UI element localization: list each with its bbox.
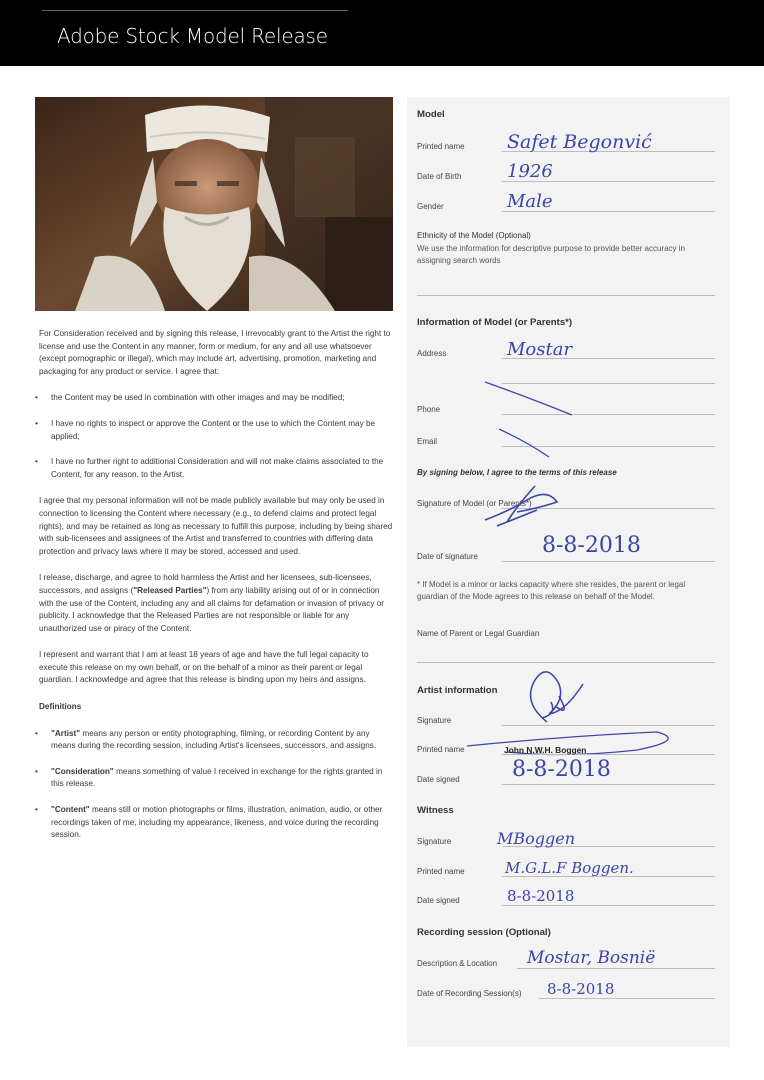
- release-terms: [35, 328, 395, 856]
- session-date-field[interactable]: [539, 998, 715, 999]
- info-section-title: Information of Model (or Parents*): [417, 317, 573, 328]
- released-parties-term: "Released Parties": [133, 585, 207, 595]
- phone-label: Phone: [417, 405, 441, 414]
- session-date-label: Date of Recording Session(s): [417, 989, 522, 998]
- represent-paragraph: I represent and warrant that I am at least 18 years of age and have the full legal capacity to execute this release on my own behalf, or on the behalf of a minor as their parent or legal guardian. I acknowledge and agree that this release is binding upon my heirs and assigns.: [39, 650, 369, 685]
- witness-date-handwriting: 8-8-2018: [507, 887, 575, 905]
- gender-handwriting: Male: [507, 191, 553, 212]
- ethnicity-label: Ethnicity of the Model (Optional): [417, 231, 531, 240]
- witness-section-title: Witness: [417, 805, 454, 816]
- guardian-label: Name of Parent or Legal Guardian: [417, 629, 540, 638]
- address-handwriting: Mostar: [507, 339, 573, 360]
- list-item: • "Artist" means any person or entity photographing, filming, or recording Content by any means during the recording session, including Artist's licensees, successors, and assigns.: [35, 728, 377, 751]
- model-signature-label: Signature of Model (or Parents*): [417, 499, 532, 508]
- email-label: Email: [417, 437, 438, 446]
- dob-label: Date of Birth: [417, 172, 462, 181]
- printed-name-label: Printed name: [417, 142, 465, 151]
- witness-date-label: Date signed: [417, 896, 460, 905]
- artist-date-field[interactable]: [502, 784, 715, 785]
- artist-signature-label: Signature: [417, 716, 452, 725]
- definition-term: "Consideration": [51, 766, 114, 776]
- artist-name-label: Printed name: [417, 745, 465, 754]
- strike-through-marks: [407, 97, 730, 517]
- list-item: • "Consideration" means something of value I received in exchange for the rights granted in this release.: [35, 766, 383, 789]
- artist-name-value: John N.W.H. Boggen: [504, 745, 587, 755]
- bullet-text: I have no further right to additional Consideration and will not make claims associated to the Content, for any reason, to the Artist.: [51, 457, 384, 479]
- privacy-paragraph: I agree that my personal information will not be made publicly available but may only be used in connection to licensing the Content where necessary (e.g., to defend claims and protect legal rights), and may be retained as long as necessary to fulfill this purpose, including by being shared with sub-licensees and assignees of the Artist and transferred to countries with differing data protection and privacy laws where it may be stored, accessed and used.: [39, 496, 393, 556]
- release-text: I release, discharge, and agree to hold harmless the Artist and her licensees, sub-licensees, successors, and assigns (: [39, 573, 372, 595]
- witness-date-field[interactable]: [502, 905, 715, 906]
- page-header: [0, 0, 764, 66]
- model-section-title: Model: [417, 109, 445, 120]
- page-title: Adobe Stock Model Release: [57, 24, 328, 48]
- agreement-list: [35, 392, 395, 481]
- agree-text: By signing below, I agree to the terms of this release: [417, 468, 617, 477]
- release-form: [407, 97, 730, 1047]
- gender-label: Gender: [417, 202, 444, 211]
- witness-name-handwriting: M.G.L.F Boggen.: [505, 859, 634, 877]
- definitions-heading: Definitions: [39, 702, 82, 712]
- list-item: • I have no further right to additional Consideration and will not make claims associated to the Content, for any reason, to the Artist.: [35, 457, 384, 479]
- list-item: • I have no rights to inspect or approve the Content or the use to which the Content may be applied;: [35, 418, 376, 441]
- definition-term: "Content": [51, 805, 90, 815]
- ethnicity-note: We use the information for descriptive purpose to provide better accuracy in assigning search words: [417, 244, 685, 265]
- artist-date-handwriting: 8-8-2018: [512, 757, 611, 782]
- model-photo: [35, 97, 393, 311]
- location-handwriting: Mostar, Bosnië: [527, 948, 656, 968]
- bullet-text: the Content may be used in combination with other images and may be modified;: [51, 393, 345, 403]
- date-signature-label: Date of signature: [417, 552, 478, 561]
- artist-date-label: Date signed: [417, 775, 460, 784]
- definitions-list: [35, 728, 395, 842]
- definition-text: means something of value I received in exchange for the rights granted in this release.: [51, 766, 383, 789]
- definition-text: means any person or entity photographing, filming, or recording Content by any means during the recording session, including Artist's licensees, successors, and assigns.: [51, 728, 377, 751]
- date-signature-handwriting: 8-8-2018: [542, 533, 641, 558]
- header-rule: [42, 10, 348, 11]
- list-item: • the Content may be used in combination with other images and may be modified;: [35, 393, 345, 403]
- model-signature-mark: [477, 482, 567, 532]
- model-portrait-image: [35, 97, 393, 311]
- printed-name-handwriting: Safet Begonvić: [507, 131, 652, 153]
- witness-signature-handwriting: MBoggen: [497, 829, 576, 848]
- witness-signature-label: Signature: [417, 837, 452, 846]
- release-text: ) from any liability arising out of or in connection with the use of the Content, including any and all claims for defamation or invasion of privacy or publicity. I acknowledge that the Released Parties are not responsible or liable for any unauthorized use or piracy of the Content.: [39, 585, 384, 633]
- definition-text: means still or motion photographs or films, illustration, animation, audio, or other recordings taken of me, including my appearance, likeness, and voice during the recording session.: [51, 805, 383, 840]
- session-section-title: Recording session (Optional): [417, 927, 551, 938]
- location-label: Description & Location: [417, 959, 498, 968]
- list-item: • "Content" means still or motion photographs or films, illustration, animation, audio, or other recordings taken of me, including my appearance, likeness, and voice during the recording session.: [35, 805, 383, 840]
- date-signature-field[interactable]: [502, 561, 715, 562]
- release-paragraph: [39, 572, 395, 635]
- artist-section-title: Artist information: [417, 685, 498, 696]
- definition-term: "Artist": [51, 728, 81, 738]
- minor-note: * If Model is a minor or lacks capacity where she resides, the parent or legal guardian of the Mode agrees to this release on behalf of the Model.: [417, 580, 686, 601]
- location-field[interactable]: [517, 968, 715, 969]
- intro-paragraph: For Consideration received and by signing this release, I irrevocably grant to the Artist the right to license and use the Content in any manner, form or medium, for any and all use whatsoever (except pornographic or illegal), which may include art, advertising, promotion, marketing and packaging for any product or service. I agree that:: [39, 329, 391, 376]
- session-date-handwriting: 8-8-2018: [547, 980, 615, 998]
- address-label: Address: [417, 349, 447, 358]
- dob-handwriting: 1926: [507, 161, 553, 182]
- witness-name-label: Printed name: [417, 867, 465, 876]
- bullet-text: I have no rights to inspect or approve the Content or the use to which the Content may be applied;: [51, 418, 376, 441]
